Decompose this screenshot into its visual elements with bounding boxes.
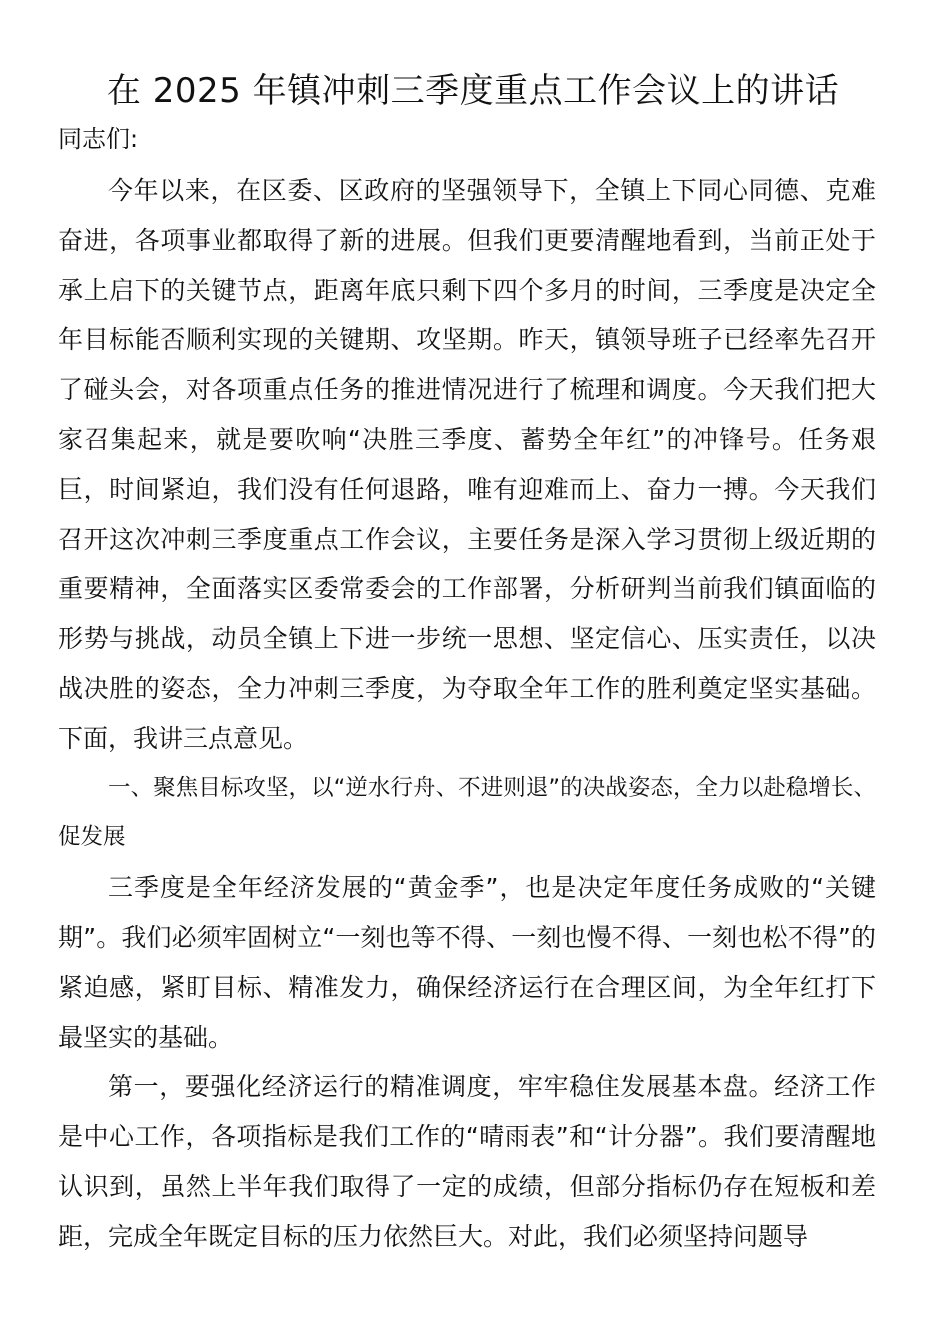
paragraph-first-point: 第一，要强化经济运行的精准调度，牢牢稳住发展基本盘。经济工作是中心工作，各项指标是我们工作的“晴雨表”和“计分器”。我们要清醒地认识到，虽然上半年我们取得了一定的成绩，但部分指标仍存在短板和差距，完成全年既定目标的压力依然巨大。对此，我们必须坚持问题导 (58, 1072, 876, 1251)
paragraph-third-quarter: 三季度是全年经济发展的“黄金季”，也是决定年度任务成败的“关键期”。我们必须牢固树立“一刻也等不得、一刻也慢不得、一刻也松不得”的紧迫感，紧盯目标、精准发力，确保经济运行在合理区间，为全年红打下最坚实的基础。 (58, 873, 876, 1052)
salutation: 同志们: (58, 125, 139, 153)
section-heading-1: 一、聚焦目标攻坚，以“逆水行舟、不进则退”的决战姿态，全力以赴稳增长、促发展 (58, 774, 876, 851)
paragraph-intro: 今年以来，在区委、区政府的坚强领导下，全镇上下同心同德、克难奋进，各项事业都取得了新的进展。但我们更要清醒地看到，当前正处于承上启下的关键节点，距离年底只剩下四个多月的时间，三季度是决定全年目标能否顺利实现的关键期、攻坚期。昨天，镇领导班子已经率先召开了碰头会，对各项重点任务的推进情况进行了梳理和调度。今天我们把大家召集起来，就是要吹响“决胜三季度、蓄势全年红”的冲锋号。任务艰巨，时间紧迫，我们没有任何退路，唯有迎难而上、奋力一搏。今天我们召开这次冲刺三季度重点工作会议，主要任务是深入学习贯彻上级近期的重要精神，全面落实区委常委会的工作部署，分析研判当前我们镇面临的形势与挑战，动员全镇上下进一步统一思想、坚定信心、压实责任，以决战决胜的姿态，全力冲刺三季度，为夺取全年工作的胜利奠定坚实基础。下面，我讲三点意见。 (58, 176, 876, 753)
document-title: 在 2025 年镇冲刺三季度重点工作会议上的讲话 (106, 71, 840, 111)
